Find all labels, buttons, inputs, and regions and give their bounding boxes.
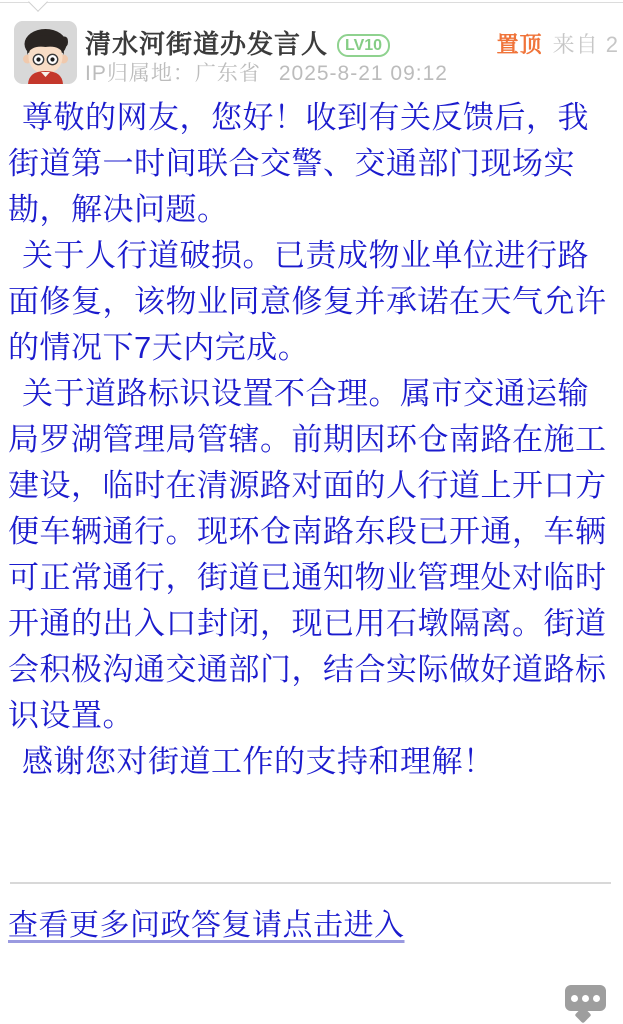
body-paragraph: 关于人行道破损。已责成物业单位进行路面修复，该物业同意修复并承诺在天气允许的情况下7天内完成。: [8, 238, 607, 365]
post-header: [14, 21, 619, 85]
author-name[interactable]: 清水河街道办发言人: [85, 29, 329, 59]
footer-divider: [10, 882, 611, 884]
caret-down-notch-icon: [28, 0, 48, 12]
body-paragraph: 尊敬的网友，您好！收到有关反馈后，我街道第一时间联合交警、交通部门现场实勘，解决问题。: [8, 100, 589, 227]
from-label: 来自 2: [552, 32, 619, 57]
avatar[interactable]: [14, 21, 77, 84]
ip-location: IP归属地：广东省: [85, 62, 261, 85]
comment-bubble-icon[interactable]: [565, 985, 607, 1018]
timestamp: 2025-8-21 09:12: [278, 62, 448, 85]
level-badge: LV10: [337, 34, 390, 57]
comment-bubble-dots: [565, 993, 606, 1003]
post-body: [8, 95, 615, 785]
boy-avatar-icon: [14, 21, 77, 84]
post-meta: [85, 57, 448, 87]
body-paragraph: 感谢您对街道工作的支持和理解！: [22, 744, 495, 779]
body-paragraph: 关于道路标识设置不合理。属市交通运输局罗湖管理局管辖。前期因环仓南路在施工建设，临时在清源路对面的人行道上开口方便车辆通行。现环仓南路东段已开通，车辆可正常通行，街道已通知物业管理处对临时开通的出入口封闭，现已用石墩隔离。街道会积极沟通交通部门，结合实际做好道路标识设置。: [8, 376, 607, 733]
top-divider: [0, 2, 623, 3]
pinned-badge: 置顶: [496, 32, 543, 57]
more-replies-link[interactable]: 查看更多问政答复请点击进入: [8, 909, 405, 942]
